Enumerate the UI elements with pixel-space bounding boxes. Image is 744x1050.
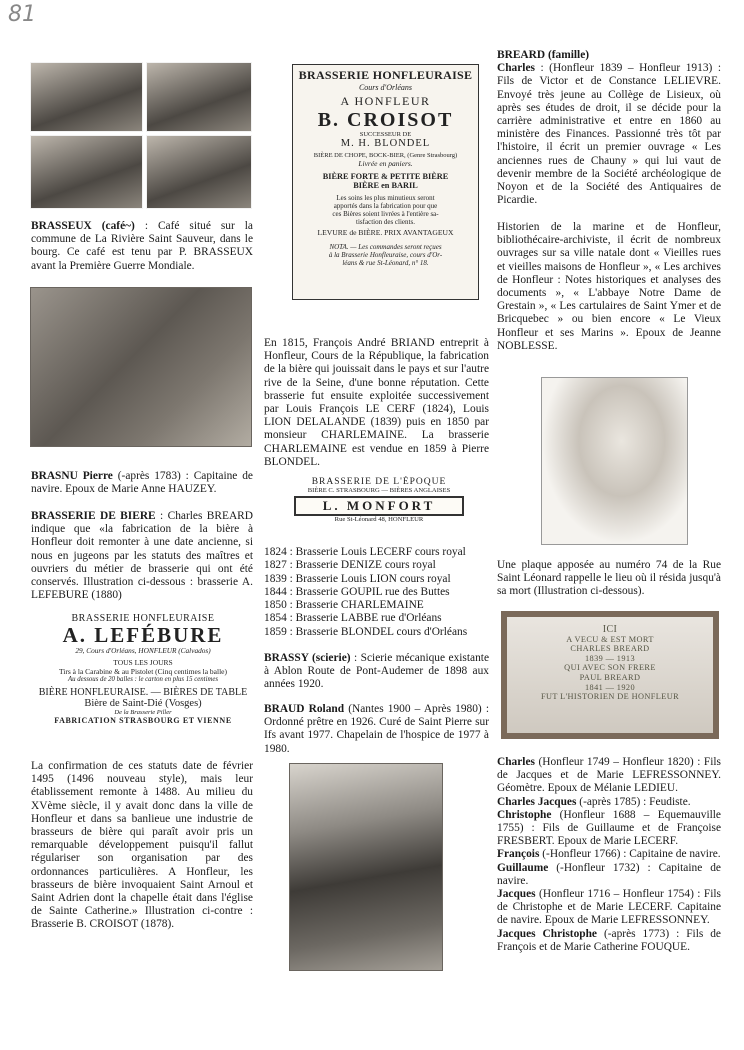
lefebure-advertisement bbox=[31, 612, 255, 732]
plaque-line: A VECU & EST MORT bbox=[566, 634, 654, 644]
plaque-line: PAUL BREARD bbox=[579, 672, 641, 682]
ad-line: 29, Cours d'Orléans, HONFLEUR (Calvados) bbox=[75, 646, 211, 655]
list-item bbox=[497, 809, 721, 849]
list-item: 1850 : Brasserie CHARLEMAINE bbox=[264, 599, 424, 612]
ad-line: BIÈRE C. STRASBOURG — BIÈRES ANGLAISES bbox=[307, 487, 451, 494]
list-item: 1824 : Brasserie Louis LECERF cours royal bbox=[264, 546, 466, 558]
entry-head: BRASSERIE DE BIERE bbox=[31, 510, 156, 522]
entry-breard-family bbox=[497, 49, 721, 207]
ad-line: FABRICATION STRASBOURG ET VIENNE bbox=[54, 716, 232, 725]
entry-text: (-Honfleur 1766) : Capitaine de navire. bbox=[542, 848, 721, 861]
paragraph-text: Historien de la marine et de Honfleur, bibliothécaire-archiviste, il écrit de nombreux ouvrages sur sa ville natale dont « Vieilles rues et vieilles maisons de Honfleur », « Les archives de Honfleur : Notes historiques et analyses des documents », « L'abbaye Notre Dame de Grestain », « Les cartulaires de Saint Ymer et de Bricquebec » ou bien encore « Le Vieux Honfleur et ses Marins ». Epoux de Jeanne NOBLESSE. bbox=[497, 221, 721, 352]
paragraph-text: En 1815, François André BRIAND entreprit à Honfleur, Cours de la République, la fabrication de la bière qui jouissait dans le pays et sur l'autre rive de la Seine, d'une bonne réputation. Cette brasserie fut ensuite exploitée successivement par Louis François LE CERF (1824), Louis LION DELALANDE (1839) puis en 1850 par monsieur CHARLEMAINE. La brasserie CHARLEMAINE est vendue en 1859 à Pierre BLONDEL. bbox=[264, 337, 489, 468]
list-item bbox=[497, 862, 721, 888]
entry-head: François bbox=[497, 848, 540, 861]
entry-braud bbox=[264, 703, 489, 756]
ad-line: BIÈRE DE CHOPE, BOCK-BIER, (Genre Strasbourg) bbox=[313, 152, 458, 159]
ad-line: L. MONFORT bbox=[294, 496, 464, 516]
ad-line: De la Brasserie Piller bbox=[114, 709, 172, 716]
entry-head: Charles bbox=[497, 756, 535, 768]
brasserie-chronology-list bbox=[264, 546, 489, 639]
ad-line: B. CROISOT bbox=[317, 109, 454, 131]
cafe-brasseux-photo-collage bbox=[30, 62, 252, 209]
list-item bbox=[497, 888, 721, 928]
entry-text: (-après 1773) : Fils de François et de Marie Catherine FOUQUE. bbox=[497, 927, 721, 953]
list-item: 1859 : Brasserie BLONDEL cours d'Orléans bbox=[264, 625, 468, 638]
ad-line: LEVURE de BIÈRE. PRIX AVANTAGEUX bbox=[317, 228, 454, 237]
monfort-advertisement bbox=[268, 476, 490, 530]
ad-line: Rue St-Léonard 48, HONFLEUR bbox=[334, 516, 424, 523]
ad-line: BRASSERIE HONFLEURAISE bbox=[298, 68, 473, 82]
brasserie-street-photo bbox=[30, 287, 252, 447]
entry-text: : Café situé sur la commune de La Rivière Saint Sauveur, dans le bourg. Ce café est tenu par P. BRASSEUX avant la Première Guerre Mondiale. bbox=[31, 220, 253, 272]
ad-line: A HONFLEUR bbox=[340, 94, 431, 108]
ad-line: Cours d'Orléans bbox=[358, 83, 413, 92]
entry-head: BRAUD Roland bbox=[264, 703, 345, 715]
paragraph-text: Une plaque apposée au numéro 74 de la Rue Saint Léonard rappelle le lieu où il résida jusqu'à sa mort (Illustration ci-dessous). bbox=[497, 559, 721, 598]
ad-line: tisfaction des clients. bbox=[356, 218, 415, 226]
paragraph-historian bbox=[497, 221, 721, 353]
plaque-line: 1839 — 1913 bbox=[584, 653, 636, 663]
entry-brasseux bbox=[31, 220, 253, 273]
list-item: 1844 : Brasserie GOUPIL rue des Buttes bbox=[264, 585, 450, 598]
list-item bbox=[497, 756, 721, 796]
ad-line: BRASSERIE DE L'ÉPOQUE bbox=[311, 477, 447, 487]
entry-text: (Honfleur 1688 – Equemauville 1755) : Fils de Guillaume et de Françoise FRESBERT. Epoux de Marie LECERF. bbox=[497, 808, 721, 848]
entry-head: BRASSEUX (café~) bbox=[31, 220, 135, 232]
plaque-line: CHARLES BREARD bbox=[570, 644, 650, 654]
entry-text: (-après 1783) : Capitaine de navire. Epoux de Marie Anne HAUZEY. bbox=[31, 470, 253, 496]
entry-text: : (Honfleur 1839 – Honfleur 1913) : Fils de Victor et de Constance LELIEVRE. Envoyé très jeune au Collège de Lisieux, où après ses études de droit, il se décide pour la carrière administrative et entre en 1860 au ministère des Finances. Passionné très tôt par l'histoire, il écrit un premier ouvrage « Les anciennes rues de Chauny » qui lui vaut de devenir membre de la Société archéologique de Noyon et de la Société des Antiquaires de Picardie. bbox=[497, 62, 721, 207]
paragraph-text: La confirmation de ces statuts date de février 1495 (1496 nouveau style), mais leur établissement remonte à 1488. Au milieu du XVème siècle, il y avait donc dans la ville de Honfleur et dans sa banlieue une industrie de brasseurs de bière qui paraît avoir pris un remarquable développement puisqu'il fallut régulariser son organisation par des ordonnances particulières. A Honfleur, les brasseurs de bière invoquaient Saint Arnoul et Saint Adrien dont la chapelle était dans l'église de Sainte Catherine.» Illustration ci-contre : Brasserie B. CROISOT (1878). bbox=[31, 760, 253, 931]
entry-brasserie-de-biere bbox=[31, 510, 253, 602]
paragraph-confirmation bbox=[31, 760, 253, 932]
ad-line: BIÈRE FORTE & PETITE BIÈRE bbox=[322, 172, 449, 181]
ad-line: TOUS LES JOURS bbox=[113, 658, 173, 667]
ad-line: Livrée en paniers. bbox=[358, 159, 413, 168]
ad-line: Au dessous de 20 balles : le carton en plus 15 centimes bbox=[67, 676, 219, 683]
ad-line: apportés dans la fabrication pour que bbox=[333, 202, 438, 210]
ad-line: Les soins les plus minutieux seront bbox=[336, 194, 435, 202]
list-item bbox=[497, 796, 721, 809]
ad-line: SUCCESSEUR DE bbox=[359, 131, 412, 138]
entry-head: Jacques Christophe bbox=[497, 927, 597, 940]
entry-head: Guillaume bbox=[497, 861, 549, 874]
ad-line: BIÈRE en BARIL bbox=[353, 181, 418, 190]
ad-line: léans & rue St-Léonard, n° 18. bbox=[342, 259, 429, 267]
ad-line: à la Brasserie Honfleuraise, cours d'Or- bbox=[328, 251, 443, 259]
list-item bbox=[497, 928, 721, 954]
braud-roland-photo bbox=[289, 763, 443, 971]
entry-text: : Charles BREARD indique que «la fabrication de la bière à Honfleur doit remonter à une date ancienne, si nous en jugeons par les statuts des maîtres et ouvriers du métier de brasserie qui ont été conservés. Illustration ci-dessous : brasserie A. LEFEBURE (1880) bbox=[31, 510, 253, 602]
paragraph-brasserie-history bbox=[264, 337, 489, 469]
entry-head: Charles bbox=[497, 62, 535, 75]
ad-line: A. LEFÉBURE bbox=[62, 623, 224, 647]
plaque-line: FUT L'HISTORIEN DE HONFLEUR bbox=[540, 692, 680, 702]
ad-line: ces Bières soient livrées à l'entière sa- bbox=[332, 210, 439, 218]
entry-head: Jacques bbox=[497, 888, 536, 901]
entry-brassy bbox=[264, 652, 489, 692]
list-item bbox=[497, 848, 721, 861]
family-heading: BREARD (famille) bbox=[497, 49, 590, 61]
breard-entries-list bbox=[497, 756, 721, 954]
charles-breard-portrait bbox=[541, 377, 688, 545]
list-item: 1827 : Brasserie DENIZE cours royal bbox=[264, 559, 436, 572]
entry-text: : Scierie mécanique existante à Ablon Route de Pont-Audemer de 1898 aux années 1920. bbox=[264, 652, 490, 691]
ad-line: Bière de Saint-Dié (Vosges) bbox=[84, 698, 202, 709]
entry-head: Charles Jacques bbox=[497, 795, 577, 808]
entry-text: (-Honfleur 1732) : Capitaine de navire. bbox=[497, 861, 721, 887]
entry-text: (Nantes 1900 – Après 1980) : Ordonné prêtre en 1926. Curé de Saint Pierre sur Ifs avant 1977. Chapelain de l'hospice de 1977 à 1980. bbox=[264, 703, 489, 755]
ad-line: M. H. BLONDEL bbox=[340, 138, 431, 149]
plaque-line: 1841 — 1920 bbox=[584, 682, 636, 692]
entry-brasnu bbox=[31, 470, 253, 496]
entry-text: (Honfleur 1749 – Honfleur 1820) : Fils de Jacques et de Marie LEFRESSONNEY. Géomètre. Epoux de Mélanie LEDIEU. bbox=[497, 756, 721, 795]
entry-head: BRASSY (scierie) bbox=[264, 652, 351, 664]
memorial-plaque-photo bbox=[501, 611, 719, 739]
paragraph-plaque bbox=[497, 559, 721, 599]
entry-text: (Honfleur 1716 – Honfleur 1754) : Fils de Christophe et de Marie LECERF. Capitaine de navire. Epoux de Marie LEFRESSONNEY. bbox=[497, 888, 721, 927]
entry-head: Christophe bbox=[497, 808, 552, 821]
croisot-advertisement bbox=[292, 64, 479, 300]
ad-line: BRASSERIE HONFLEURAISE bbox=[71, 613, 215, 624]
page-number: 81 bbox=[8, 2, 36, 27]
ad-line: Tirs à la Carabine & au Pistolet (Cinq centimes la balle) bbox=[58, 667, 228, 676]
entry-head: BRASNU Pierre bbox=[31, 470, 113, 482]
list-item: 1839 : Brasserie Louis LION cours royal bbox=[264, 572, 451, 585]
entry-text: (-après 1785) : Feudiste. bbox=[579, 795, 691, 808]
plaque-line: ICI bbox=[602, 624, 618, 635]
ad-line: NOTA. — Les commandes seront reçues bbox=[329, 243, 442, 251]
plaque-line: QUI AVEC SON FRERE bbox=[564, 663, 656, 673]
ad-line: BIÈRE HONFLEURAISE. — BIÈRES DE TABLE bbox=[38, 687, 248, 698]
list-item: 1854 : Brasserie LABBE rue d'Orléans bbox=[264, 612, 442, 625]
